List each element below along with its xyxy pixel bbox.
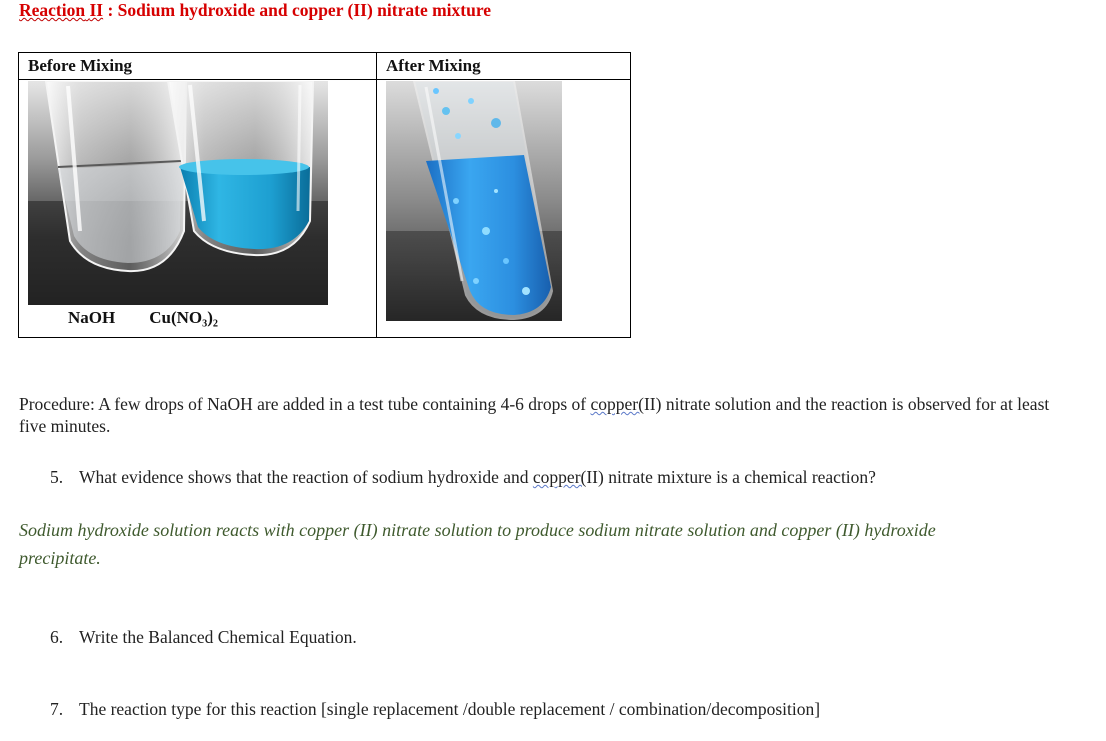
after-header-cell [377,53,631,80]
question-7-number: 7. [50,699,64,719]
copper-nitrate-label: Cu(NO₃)₂ [149,308,218,327]
answer-5: Sodium hydroxide solution reacts with copper (II) nitrate solution to produce sodium nitrate solution and copper (II) hydroxide precipitate. [19,520,936,568]
procedure-text: Procedure: A few drops of NaOH are added in a test tube containing 4-6 drops of copper(II) nitrate solution and the reaction is observed for at least five minutes. [19,394,1050,436]
question-6 [50,627,357,648]
copper-spell-mark: copper( [532,467,587,487]
before-mixing-header: Before Mixing [28,56,133,75]
after-mixing-photo [386,81,562,321]
copper-spell-mark: copper( [590,394,644,414]
after-mixing-header: After Mixing [386,56,481,75]
question-7-text: The reaction type for this reaction [single replacement /double replacement / combination/decomposition] [79,699,821,719]
question-6-number: 6. [50,627,64,647]
before-header-cell [19,53,377,80]
question-5: 5. What evidence shows that the reaction of sodium hydroxide and copper(II) nitrate mixture is a chemical reaction? [50,467,876,487]
after-photo-cell [377,80,631,338]
before-photo-cell [19,80,377,338]
before-mixing-photo [28,81,328,305]
tube-labels [68,308,252,328]
question-5-number: 5. [50,467,64,487]
mixing-table [18,52,631,338]
reaction-label: Reaction II [19,0,104,20]
question-6-text: Write the Balanced Chemical Equation. [79,627,357,647]
reaction-title [19,0,491,21]
naoh-label: NaOH [68,308,116,327]
reaction-title-text: : Sodium hydroxide and copper (II) nitrate mixture [103,0,492,20]
question-7 [50,699,820,720]
